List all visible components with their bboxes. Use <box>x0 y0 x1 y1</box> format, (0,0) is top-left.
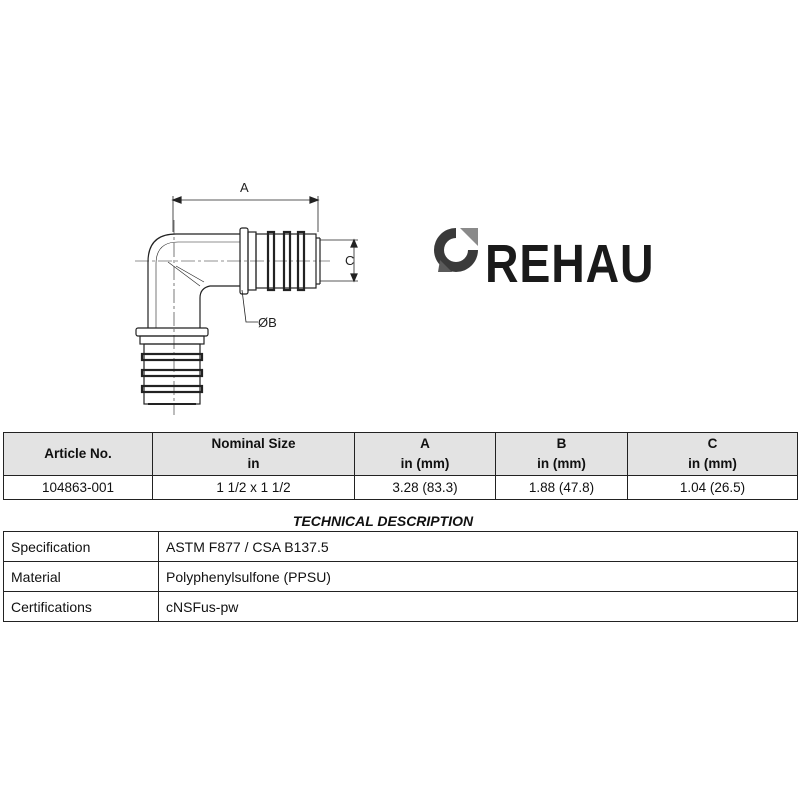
spec-header-row <box>4 433 798 476</box>
technical-description-title: TECHNICAL DESCRIPTION <box>292 513 474 529</box>
elbow-outer-shade <box>156 242 240 328</box>
cell-b: 1.88 (47.8) <box>496 476 628 500</box>
horizontal-rib-1 <box>268 232 274 290</box>
vertical-rib-3 <box>142 386 202 392</box>
vertical-rib-2 <box>142 370 202 376</box>
vertical-collar <box>136 328 208 336</box>
elbow-fitting-svg <box>120 170 360 420</box>
dim-c-label: C <box>345 253 355 268</box>
header-unit: in (mm) <box>688 456 737 471</box>
header-article-no <box>4 433 153 476</box>
header-label: A <box>420 436 430 451</box>
technical-table <box>3 531 798 622</box>
spec-table <box>3 432 798 500</box>
table-row <box>4 562 798 592</box>
elbow-fitting-drawing <box>120 170 360 420</box>
header-b <box>496 433 628 476</box>
cell-a: 3.28 (83.3) <box>355 476 496 500</box>
header-nominal-size <box>153 433 355 476</box>
elbow-inner <box>200 286 240 328</box>
elbow-outer <box>148 234 240 328</box>
cell-article-no: 104863-001 <box>4 476 153 500</box>
cell-c: 1.04 (26.5) <box>628 476 798 500</box>
table-row <box>4 532 798 562</box>
rehau-logo <box>430 222 660 302</box>
dim-b-label: ØB <box>258 315 277 330</box>
material-value: Polyphenylsulfone (PPSU) <box>159 562 798 592</box>
dim-b-leader <box>242 290 258 322</box>
table-row <box>4 476 798 500</box>
vertical-collar-inner <box>140 336 204 344</box>
certifications-label: Certifications <box>4 592 159 622</box>
material-label: Material <box>4 562 159 592</box>
header-label: C <box>707 436 718 451</box>
header-unit: in (mm) <box>537 456 586 471</box>
cell-nominal-size: 1 1/2 x 1 1/2 <box>153 476 355 500</box>
dim-a-label: A <box>240 180 249 195</box>
rehau-emblem-icon <box>430 224 482 276</box>
table-row <box>4 592 798 622</box>
header-unit: in <box>247 456 260 471</box>
vertical-rib-1 <box>142 354 202 360</box>
header-label: Nominal Size <box>211 436 296 451</box>
elbow-seam-1 <box>168 262 200 286</box>
spec-label: Specification <box>4 532 159 562</box>
header-label: Article No. <box>44 446 112 461</box>
header-label: B <box>556 436 567 451</box>
header-c <box>628 433 798 476</box>
rehau-logo-text: REHAU <box>485 234 655 294</box>
certifications-value: cNSFus-pw <box>159 592 798 622</box>
header-a <box>355 433 496 476</box>
header-unit: in (mm) <box>400 456 450 471</box>
spec-value: ASTM F877 / CSA B137.5 <box>159 532 798 562</box>
elbow-seam-2 <box>176 266 204 282</box>
